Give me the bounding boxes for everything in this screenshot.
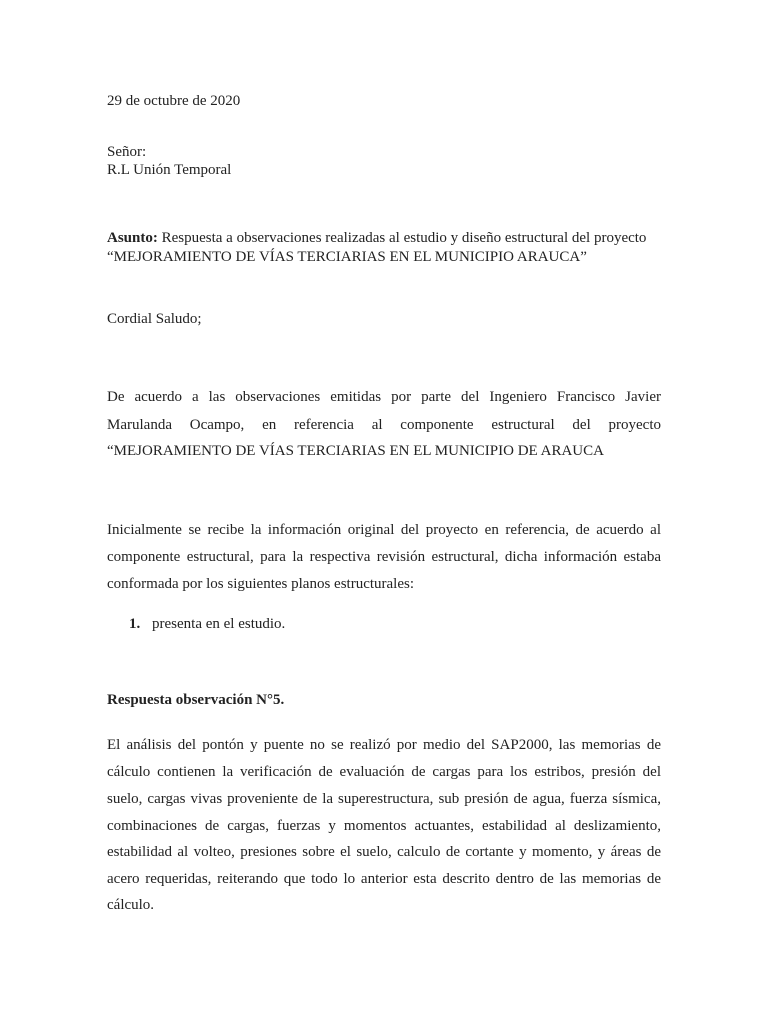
paragraph-3-line-1: El análisis del pontón y puente no se realizó por medio del SAP2000, las memorias de bbox=[107, 737, 661, 753]
section-heading: Respuesta observación N°5. bbox=[107, 692, 285, 708]
paragraph-1-line-3: “MEJORAMIENTO DE VÍAS TERCIARIAS EN EL MUNICIPIO DE ARAUCA bbox=[107, 443, 604, 459]
recipient-name: R.L Unión Temporal bbox=[107, 162, 232, 178]
list-item-number: 1. bbox=[129, 616, 141, 632]
recipient-salutation: Señor: bbox=[107, 144, 147, 160]
paragraph-3-line-4: combinaciones de cargas, fuerzas y momentos actuantes, estabilidad al deslizamiento, bbox=[107, 818, 661, 834]
list-item-text: presenta en el estudio. bbox=[152, 616, 286, 632]
paragraph-2-line-2: componente estructural, para la respectiva revisión estructural, dicha información estaba bbox=[107, 549, 661, 565]
paragraph-3-line-6: acero requeridas, reiterando que todo lo anterior esta descrito dentro de las memorias de bbox=[107, 871, 661, 887]
paragraph-1-line-2: Marulanda Ocampo, en referencia al componente estructural del proyecto bbox=[107, 417, 661, 433]
greeting: Cordial Saludo; bbox=[107, 311, 202, 327]
paragraph-3-line-5: estabilidad al volteo, presiones sobre el suelo, calculo de cortante y momento, y áreas de bbox=[107, 844, 661, 860]
subject-line bbox=[107, 229, 646, 247]
subject-label: Asunto: bbox=[107, 230, 158, 246]
paragraph-3-line-3: suelo, cargas vivas proveniente de la superestructura, sub presión de agua, fuerza sísmica, bbox=[107, 791, 661, 807]
paragraph-2-line-1: Inicialmente se recibe la información original del proyecto en referencia, de acuerdo al bbox=[107, 522, 661, 538]
subject-project: “MEJORAMIENTO DE VÍAS TERCIARIAS EN EL MUNICIPIO ARAUCA” bbox=[107, 249, 587, 265]
subject-text: Respuesta a observaciones realizadas al estudio y diseño estructural del proyecto bbox=[157, 230, 647, 246]
paragraph-3-line-2: cálculo contienen la verificación de evaluación de cargas para los estribos, presión del bbox=[107, 764, 661, 780]
paragraph-2-line-3: conformada por los siguientes planos estructurales: bbox=[107, 576, 415, 592]
paragraph-1-line-1: De acuerdo a las observaciones emitidas por parte del Ingeniero Francisco Javier bbox=[107, 389, 661, 405]
letter-date: 29 de octubre de 2020 bbox=[107, 93, 241, 109]
paragraph-3-line-7: cálculo. bbox=[107, 897, 155, 913]
